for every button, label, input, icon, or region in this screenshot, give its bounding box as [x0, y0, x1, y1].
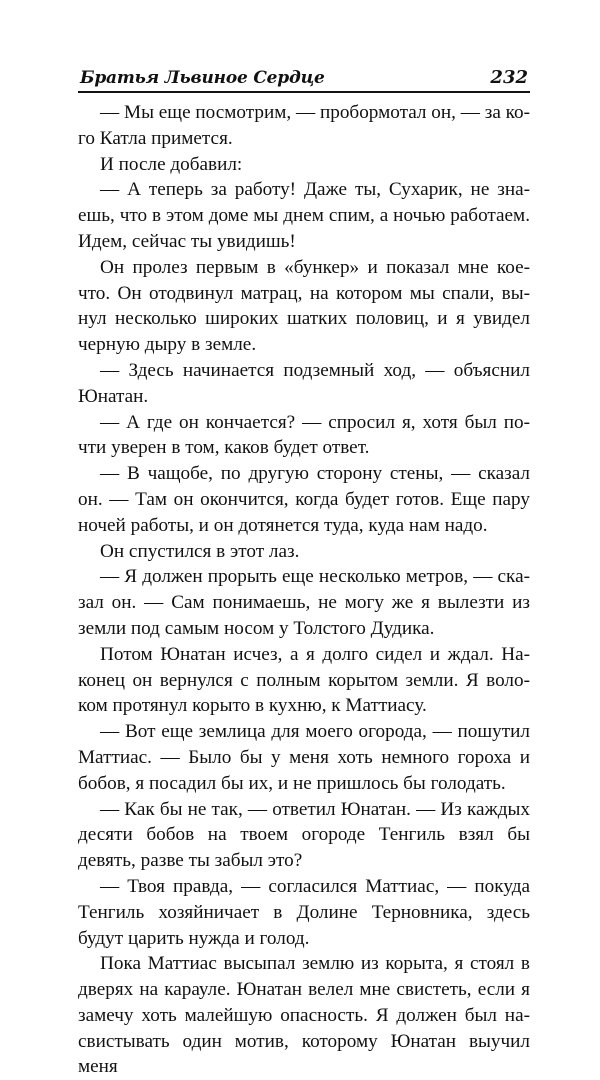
paragraph: Потом Юнатан исчез, а я долго сидел и ждал. Наконец он вернулся с полным корытом земли. Я волоком протянул корыто в кухню, к Маттиасу.	[78, 643, 530, 717]
paragraph: Он спустился в этот лаз.	[100, 540, 300, 562]
paragraph: И после добавил:	[100, 153, 243, 175]
paragraph: — Здесь начинается подземный ход, — объяснил Юнатан.	[78, 359, 530, 407]
paragraph: — В чащобе, по другую сторону стены, — сказал он. — Там он окончится, когда будет готов. Еще пару ночей работы, и он дотянется туда, куда нам надо.	[78, 463, 530, 536]
paragraph: — А где он кончается? — спросил я, хотя был почти уверен в том, каков будет ответ.	[78, 411, 530, 459]
book-page	[78, 56, 530, 1080]
body-text	[78, 100, 530, 1080]
paragraph: — А теперь за работу! Даже ты, Сухарик, не знаешь, что в этом доме мы днем спим, а ночью работаем. Идем, сейчас ты увидишь!	[78, 179, 530, 252]
page-number: 232	[490, 67, 528, 88]
paragraph: — Вот еще землица для моего огорода, — пошутил Маттиас. — Было бы у меня хоть немного гороха и бобов, я посадил бы их, и не пришлось бы голодать.	[78, 721, 530, 794]
paragraph: — Как бы не так, — ответил Юнатан. — Из каждых десяти бобов на твоем огороде Тенгиль взял бы девять, разве ты забыл это?	[78, 798, 530, 872]
running-header	[78, 56, 530, 93]
paragraph: — Мы еще посмотрим, — пробормотал он, — за кого Катла примется.	[78, 102, 530, 149]
book-title: Братья Львиное Сердце	[80, 68, 325, 88]
paragraph: Пока Маттиас высыпал землю из корыта, я стоял в дверях на карауле. Юнатан велел мне свистеть, если я замечу хоть малейшую опасность. Я должен был насвистывать один мотив, которому Юнатан выучил меня	[78, 953, 530, 1078]
paragraph: — Твоя правда, — согласился Маттиас, — покуда Тенгиль хозяйничает в Долине Терновника, здесь будут царить нужда и голод.	[78, 875, 530, 949]
paragraph: Он пролез первым в «бункер» и показал мне кое-что. Он отодвинул матрац, на котором мы спали, вынул несколько широких шатких половиц, и я увидел черную дыру в земле.	[78, 256, 530, 356]
paragraph: — Я должен прорыть еще несколько метров, — сказал он. — Сам понимаешь, не могу же я вылезти из земли под самым носом у Толстого Дудика.	[78, 566, 530, 639]
